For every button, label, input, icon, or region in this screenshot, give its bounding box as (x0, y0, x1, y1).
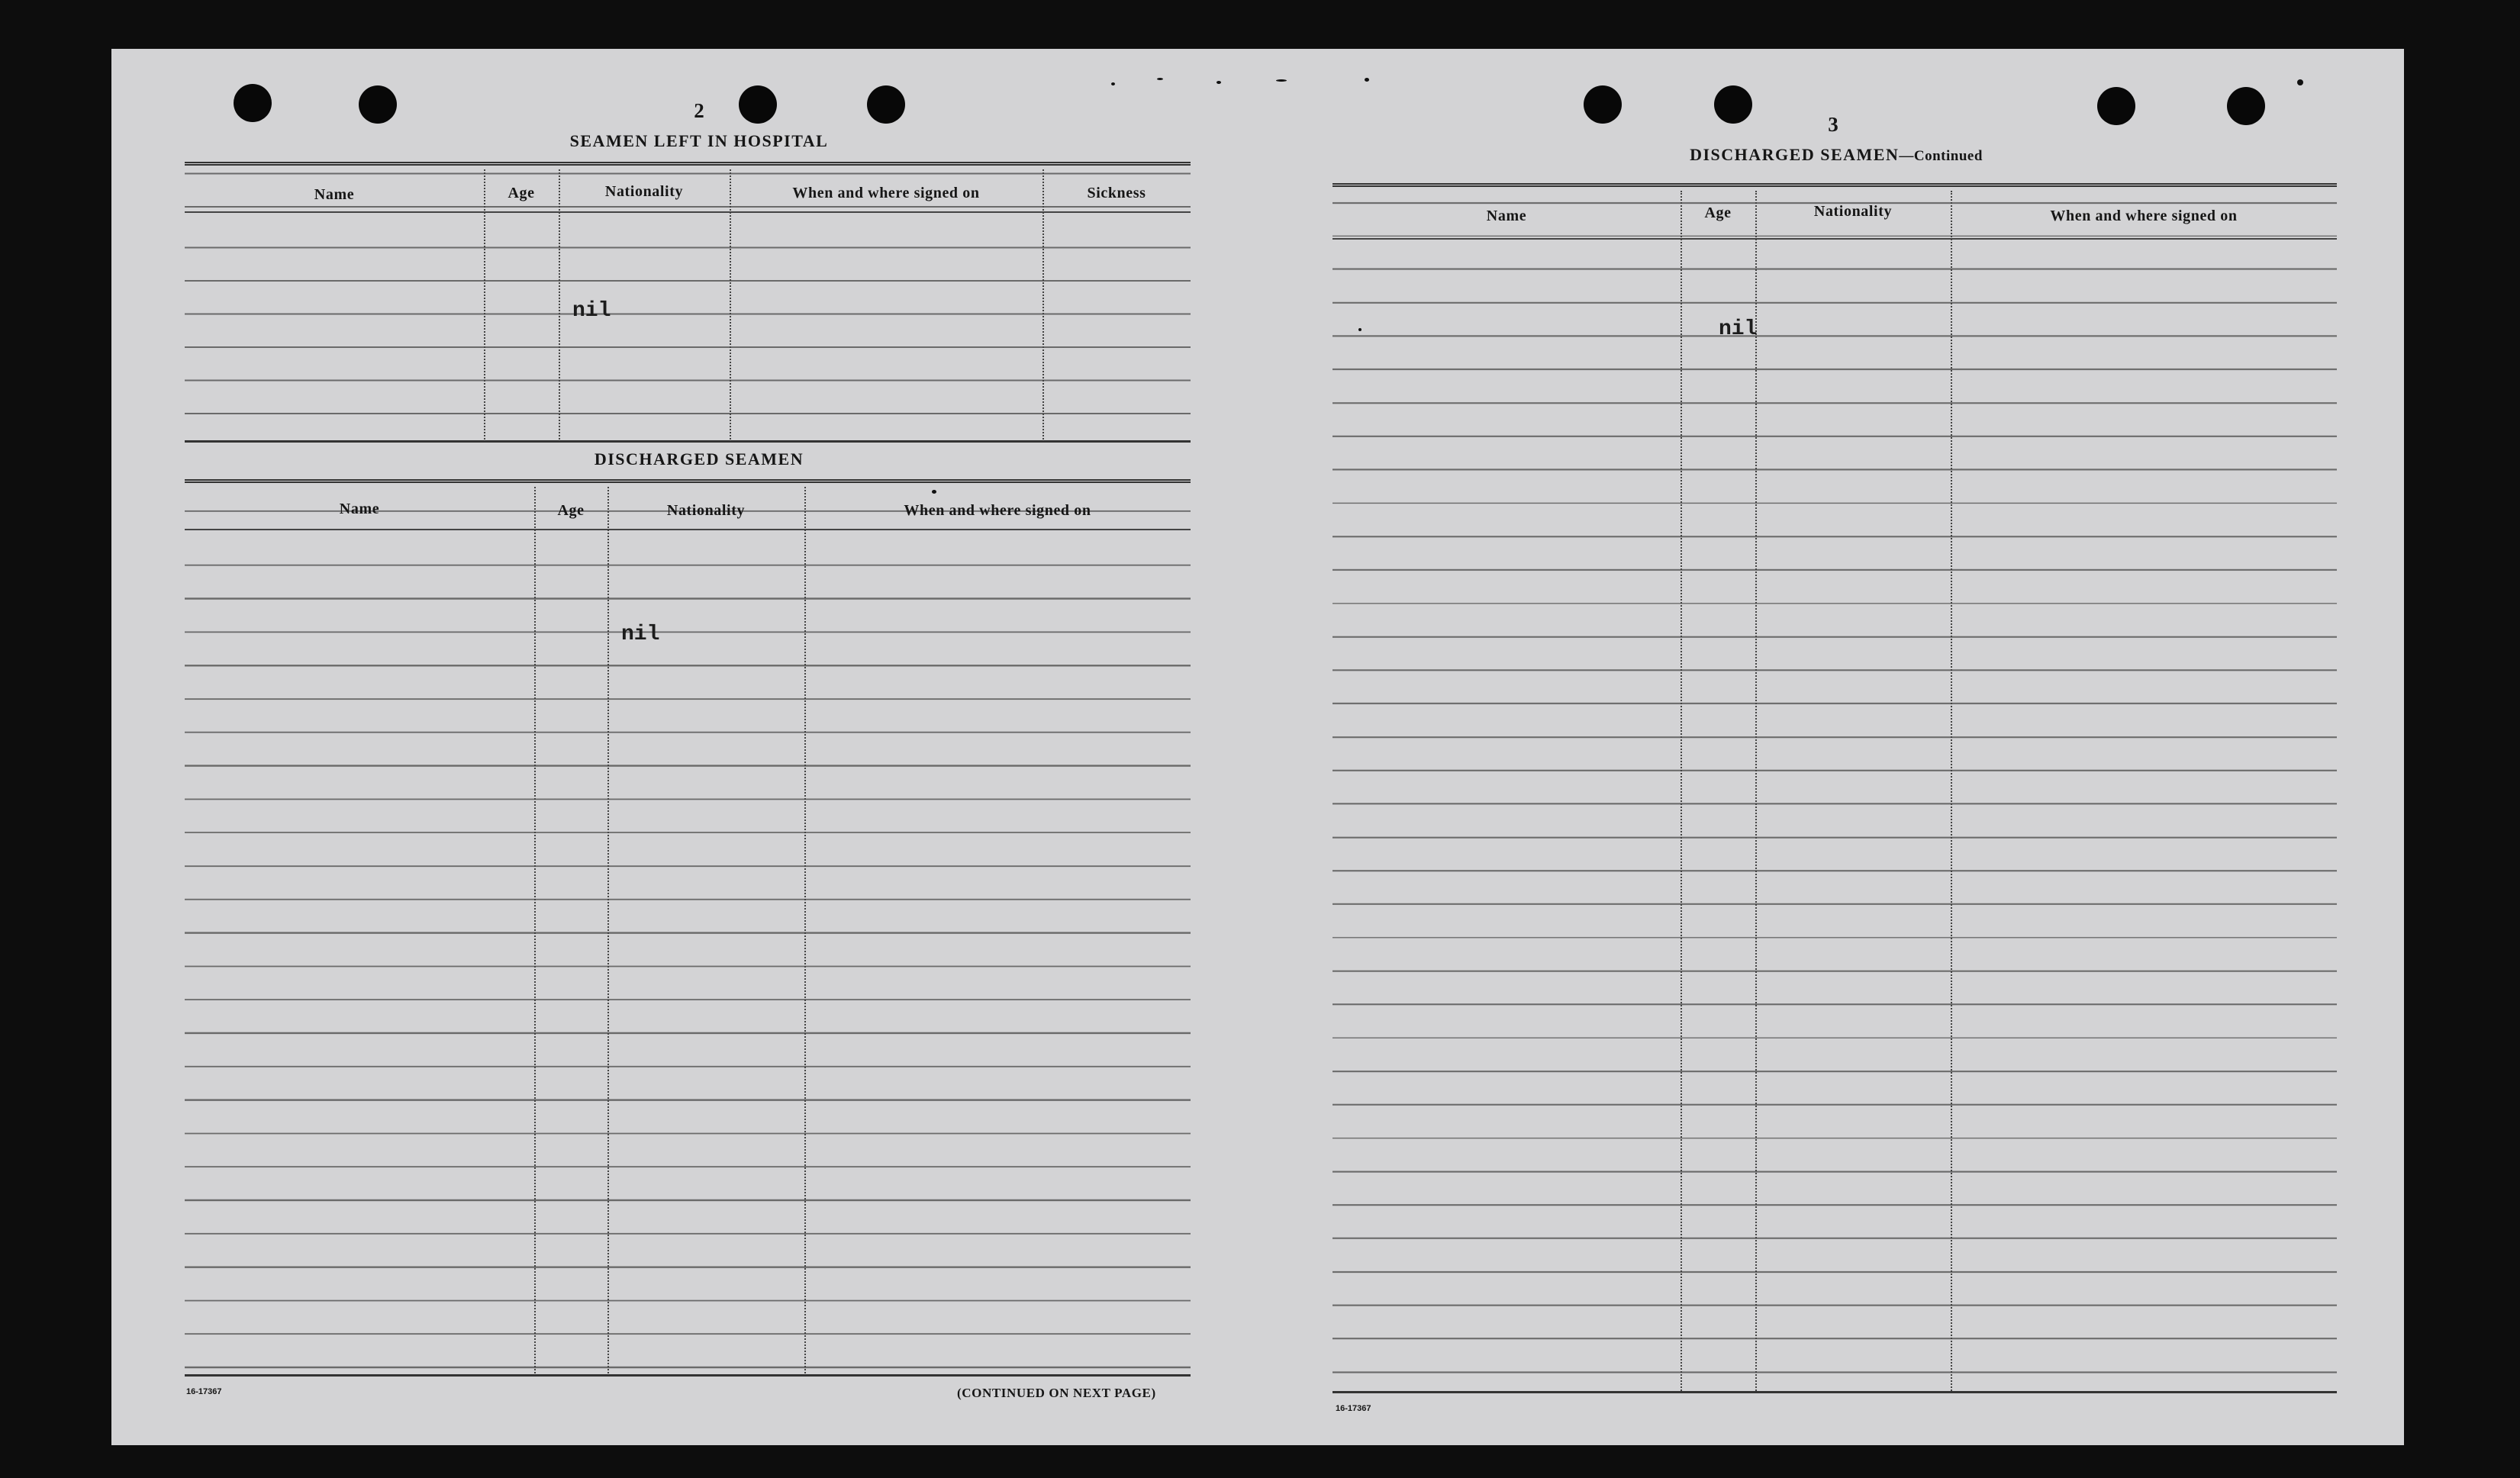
section-rule (185, 479, 1191, 483)
section-title-discharged-seamen: DISCHARGED SEAMEN (594, 449, 804, 469)
typed-entry-nil: nil (621, 623, 660, 646)
column-header-when-where-signed-on: When and where signed on (904, 502, 1091, 519)
typed-entry-nil: nil (1719, 317, 1758, 341)
header-divider (185, 211, 1191, 213)
hospital-table (185, 169, 1191, 443)
column-header-when-where-signed-on: When and where signed on (792, 185, 980, 201)
speck (1365, 78, 1369, 82)
form-code: 16-17367 (1336, 1404, 1371, 1413)
section-rule (1333, 183, 2337, 187)
table-bottom-rule (185, 1374, 1191, 1377)
section-title-discharged-seamen-continued (1569, 145, 2103, 165)
punch-hole (2227, 87, 2265, 125)
column-header-name: Name (339, 501, 380, 517)
section-rule (185, 162, 1191, 166)
header-divider (1333, 238, 2337, 240)
punch-hole (739, 85, 777, 124)
form-code: 16-17367 (186, 1387, 222, 1396)
column-header-nationality: Nationality (604, 183, 684, 200)
document-sheet (111, 49, 2404, 1445)
punch-hole (234, 84, 272, 122)
column-divider (534, 487, 536, 1377)
column-divider (607, 487, 609, 1377)
table-bottom-rule (185, 440, 1191, 443)
punch-hole (867, 85, 905, 124)
discharged-seamen-continued-table (1333, 191, 2337, 1393)
punch-hole (1714, 85, 1752, 124)
column-divider (1681, 191, 1682, 1393)
column-header-age: Age (557, 502, 585, 519)
column-header-age: Age (508, 185, 535, 201)
column-divider (1755, 191, 1757, 1393)
punch-hole (1584, 85, 1622, 124)
speck (1111, 82, 1115, 85)
column-header-nationality: Nationality (666, 502, 746, 519)
section-title-seamen-left-in-hospital: SEAMEN LEFT IN HOSPITAL (569, 131, 829, 150)
speck (1157, 78, 1163, 80)
continued-on-next-page-note: (CONTINUED ON NEXT PAGE) (957, 1386, 1156, 1400)
section-title-suffix: —Continued (1899, 148, 1983, 164)
typed-entry-nil: nil (572, 299, 611, 323)
column-divider (730, 169, 731, 443)
column-header-sickness: Sickness (1087, 185, 1146, 201)
speck (1216, 81, 1221, 84)
speck (1276, 79, 1287, 82)
column-header-name: Name (314, 186, 355, 203)
column-header-age: Age (1704, 204, 1732, 221)
column-divider (1951, 191, 1952, 1393)
discharged-seamen-table (185, 487, 1191, 1377)
column-header-name: Name (1486, 208, 1527, 224)
table-bottom-rule (1333, 1391, 2337, 1393)
column-divider (559, 169, 560, 443)
header-divider (185, 529, 1191, 530)
punch-hole (359, 85, 397, 124)
section-title-text: DISCHARGED SEAMEN (1690, 145, 1900, 164)
page-number: 3 (1828, 113, 1838, 136)
column-divider (1042, 169, 1044, 443)
page-number: 2 (694, 99, 704, 122)
column-divider (804, 487, 806, 1377)
column-header-when-where-signed-on: When and where signed on (2050, 208, 2238, 224)
punch-hole (2097, 87, 2135, 125)
speck (2297, 79, 2303, 85)
column-divider (484, 169, 485, 443)
column-header-nationality: Nationality (1813, 203, 1893, 220)
